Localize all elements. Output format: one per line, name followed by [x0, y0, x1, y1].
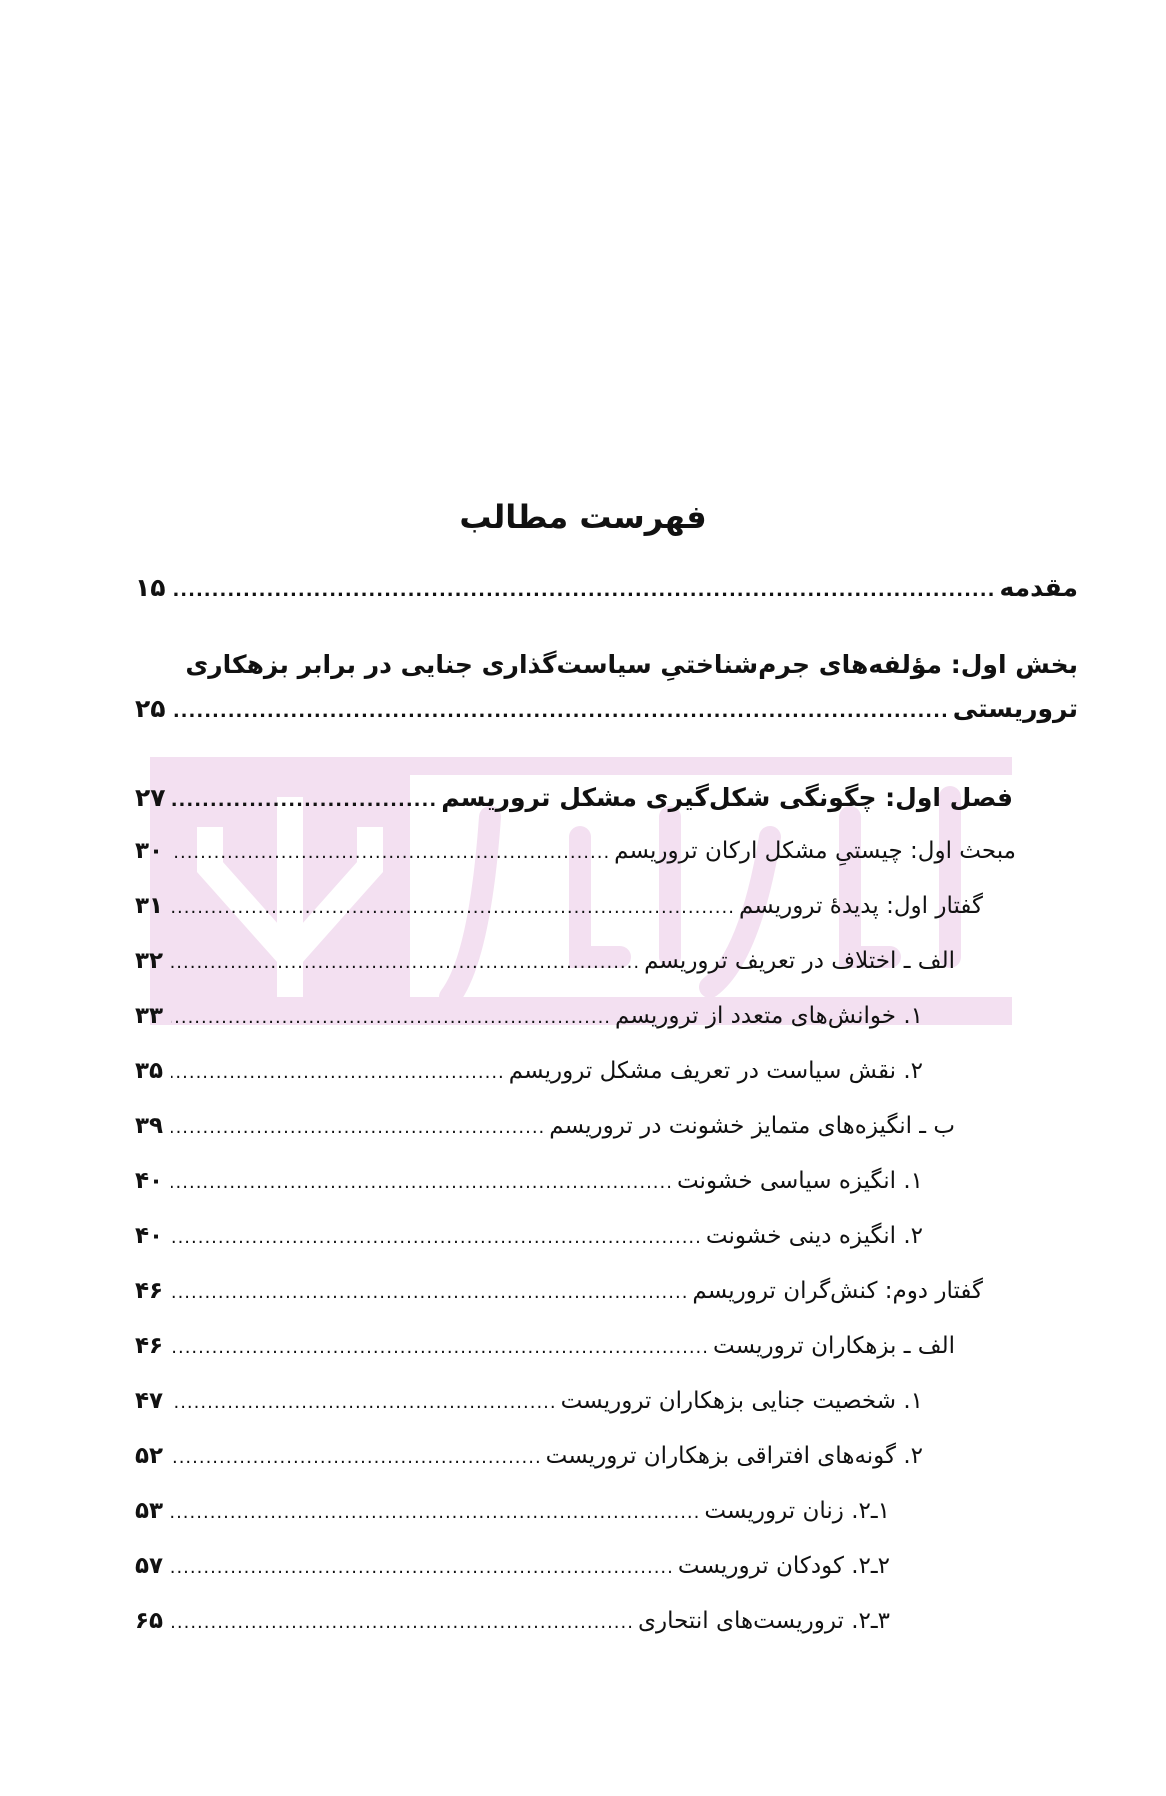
dot-leader	[171, 1062, 505, 1083]
toc-entry-page: ۳۳	[135, 1003, 164, 1029]
dot-leader	[171, 790, 437, 811]
toc-entry[interactable]	[135, 838, 1016, 864]
toc-entry-page: ۴۶	[135, 1333, 164, 1359]
toc-entry-page: ۲۵	[135, 694, 166, 723]
toc-entry-page: ۵۷	[135, 1553, 164, 1579]
toc-entry-label: ۲. انگیزه دینی خشونت	[705, 1223, 923, 1249]
dot-leader	[171, 1557, 674, 1578]
toc-entry-label: مبحث اول: چیستیِ مشکل ارکان تروریسم	[614, 838, 1016, 864]
toc-entry-label: ۲. نقش سیاست در تعریف مشکل تروریسم	[508, 1058, 923, 1084]
toc-entry-label: ۱ـ۲. زنان تروریست	[704, 1498, 890, 1524]
toc-entry-page: ۲۷	[135, 783, 166, 812]
toc-entry-label: ۳ـ۲. تروریست‌های انتحاری	[637, 1608, 890, 1634]
toc-entry-page: ۳۰	[135, 838, 164, 864]
toc-entry-label: الف ـ بزهکاران تروریست	[712, 1333, 955, 1359]
toc-entry[interactable]	[135, 893, 983, 919]
toc-entry[interactable]	[135, 1498, 890, 1524]
dot-leader	[171, 897, 735, 918]
toc-entry-label: بخش اول: مؤلفه‌های جرم‌شناختیِ سیاست‌گذاری جنایی در برابر بزهکاری	[185, 650, 1078, 679]
toc-entry-label: گفتار دوم: کنش‌گران تروریسم	[692, 1278, 983, 1304]
dot-leader	[171, 1447, 542, 1468]
toc-entry-page: ۱۵	[135, 573, 166, 602]
toc-entry-page: ۳۹	[135, 1113, 164, 1139]
dot-leader	[171, 842, 610, 863]
toc-entry-page: ۶۵	[135, 1608, 164, 1634]
toc-entry-label: گفتار اول: پدیدهٔ تروریسم	[738, 893, 983, 919]
toc-entry[interactable]	[135, 1443, 923, 1469]
dot-leader	[171, 952, 640, 973]
dot-leader	[171, 1392, 557, 1413]
toc-entry[interactable]	[135, 1223, 923, 1249]
toc-entry[interactable]	[135, 1003, 923, 1029]
toc-entry-label: ۲. گونه‌های افتراقی بزهکاران تروریست	[545, 1443, 923, 1469]
toc-entry[interactable]	[135, 573, 1078, 602]
toc-entry[interactable]	[135, 1553, 890, 1579]
toc-entry-page: ۵۳	[135, 1498, 164, 1524]
toc-entry-label: ب ـ انگیزه‌های متمایز خشونت در تروریسم	[549, 1113, 955, 1139]
toc-entry-label: فصل اول: چگونگی شکل‌گیری مشکل تروریسم	[441, 783, 1013, 812]
toc-entry[interactable]	[135, 694, 1078, 723]
toc-entry-page: ۳۲	[135, 948, 164, 974]
toc-entry-page: ۳۱	[135, 893, 164, 919]
toc-entry-page: ۴۷	[135, 1388, 164, 1414]
dot-leader	[171, 1502, 700, 1523]
dot-leader	[171, 1337, 709, 1358]
dot-leader	[171, 1282, 688, 1303]
toc-entry[interactable]	[135, 1278, 983, 1304]
toc-entry-label-continued: تروریستی	[952, 694, 1078, 723]
toc-entry-label: ۲ـ۲. کودکان تروریست	[677, 1553, 890, 1579]
toc-entry-label: ۱. انگیزه سیاسی خشونت	[676, 1168, 923, 1194]
toc-entry-page: ۴۰	[135, 1168, 164, 1194]
toc-entry[interactable]	[135, 1113, 955, 1139]
toc-entry-page: ۵۲	[135, 1443, 164, 1469]
toc-entry[interactable]	[135, 1608, 890, 1634]
dot-leader	[171, 1172, 673, 1193]
toc-entry[interactable]	[135, 1168, 923, 1194]
page-title: فهرست مطالب	[459, 498, 707, 536]
toc-entry-label: ۱. خوانش‌های متعدد از تروریسم	[615, 1003, 923, 1029]
dot-leader	[171, 580, 995, 601]
toc-entry[interactable]	[135, 948, 955, 974]
toc-entry-page: ۳۵	[135, 1058, 164, 1084]
toc-entry[interactable]	[135, 1058, 923, 1084]
dot-leader	[171, 1117, 545, 1138]
dot-leader	[171, 1612, 634, 1633]
toc-entry[interactable]	[135, 1388, 923, 1414]
dot-leader	[171, 701, 949, 722]
toc-entry[interactable]	[135, 1333, 955, 1359]
dot-leader	[171, 1007, 611, 1028]
dot-leader	[171, 1227, 702, 1248]
toc-entry-label: ۱. شخصیت جنایی بزهکاران تروریست	[560, 1388, 923, 1414]
toc-entry-label: مقدمه	[999, 573, 1078, 602]
toc-entry[interactable]	[135, 783, 1013, 812]
toc-entry-page: ۴۶	[135, 1278, 164, 1304]
toc-entry-label: الف ـ اختلاف در تعریف تروریسم	[644, 948, 955, 974]
toc-entry-page: ۴۰	[135, 1223, 164, 1249]
